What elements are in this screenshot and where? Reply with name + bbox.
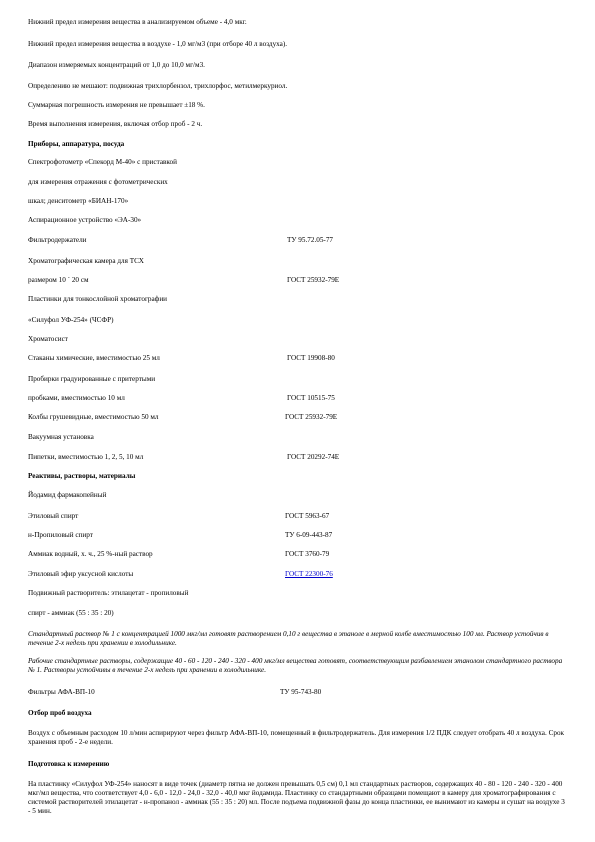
section-heading: Реактивы, растворы, материалы [28, 472, 136, 480]
air-sampling-paragraph: Воздух с объемным расходом 10 л/мин аспирируют через фильтр АФА-ВП-10, помещенный в фильтродержатель. Для измерения 1/2 ПДК следует отобрать 40 л воздуха. Срок хранения проб - 2-е недели. [28, 729, 565, 746]
text-line: пробками, вместимостью 10 мл [28, 394, 125, 402]
standard-reference: ТУ 95.72.05-77 [287, 236, 334, 244]
section-heading: Отбор проб воздуха [28, 709, 92, 717]
standard-reference: ГОСТ 5963-67 [285, 512, 330, 520]
text-line: Пробирки градуированные с притертыми [28, 375, 156, 383]
text-line: спирт - аммиак (55 : 35 : 20) [28, 609, 114, 617]
text-line: Хроматографическая камера для ТСХ [28, 257, 144, 265]
text-line: для измерения отражения с фотометрических [28, 178, 168, 186]
text-line: «Силуфол УФ-254» (ЧСФР) [28, 316, 114, 324]
standard-reference: ГОСТ 3760-79 [285, 550, 330, 558]
text-line: Аспирационное устройство «ЭА-30» [28, 216, 142, 224]
text-line: Пипетки, вместимостью 1, 2, 5, 10 мл [28, 453, 144, 461]
text-line: Вакуумная установка [28, 433, 94, 441]
standard-reference: ТУ 6-09-443-87 [285, 531, 333, 539]
text-line: Нижний предел измерения вещества в воздухе - 1,0 мг/м3 (при отборе 40 л воздуха). [28, 40, 288, 48]
standard-reference: ГОСТ 10515-75 [287, 394, 335, 402]
text-line: Суммарная погрешность измерения не превышает ±18 %. [28, 101, 205, 109]
text-line: Диапазон измеряемых концентраций от 1,0 до 10,0 мг/м3. [28, 61, 205, 69]
text-line: Йодамид фармакопейный [28, 491, 107, 499]
text-line: Колбы грушевидные, вместимостью 50 мл [28, 413, 159, 421]
text-line: Спектрофотометр «Спекорд М-40» с приставкой [28, 158, 177, 166]
text-line: Пластинки для тонкослойной хроматографии [28, 295, 168, 303]
standard-reference: ГОСТ 25932-79Е [287, 276, 340, 284]
text-line: н-Пропиловый спирт [28, 531, 93, 539]
text-line: Фильтродержатели [28, 236, 87, 244]
standard-reference: ТУ 95-743-80 [280, 688, 322, 696]
text-line: шкал; денситометр «БИАН-170» [28, 197, 129, 205]
text-line: Фильтры АФА-ВП-10 [28, 688, 95, 696]
text-line: Стаканы химические, вместимостью 25 мл [28, 354, 160, 362]
preparation-paragraph: На пластинку «Силуфол УФ-254» наносят в виде точек (диаметр пятна не должен превышать 0,5 см) 0,1 мл стандартных растворов, содержащих 40 - 80 - 120 - 240 - 320 - 400 мкг/мл вещества, что соответствует 4,0 - 6,0 - 12,0 - 24,0 - 32,0 - 40,0 мкг йодамида. Пластинку со стандартными образцами помещают в камеру для хроматографирования с системой растворителей этилацетат - н-пропанол - аммиак (55 : 35 : 20) мл. После подъема подвижной фазы до конца пластинки, ее вынимают из камеры и сушат на воздухе 3 - 5 мин. [28, 780, 565, 815]
text-line: Хроматосист [28, 335, 68, 343]
standard-reference: ГОСТ 19908-80 [287, 354, 335, 362]
text-line: Этиловый спирт [28, 512, 79, 520]
text-line: Подвижный растворитель: этилацетат - пропиловый [28, 589, 189, 597]
working-solutions-paragraph: Рабочие стандартные растворы, содержащие 40 - 60 - 120 - 240 - 320 - 400 мкг/мл вещества готовят, соответствующим разбавлением этанолом стандартного раствора № 1. Растворы устойчивы в течение 2-х недель при хранении в холодильнике. [28, 657, 563, 674]
standard-solution-paragraph: Стандартный раствор № 1 с концентрацией 1000 мкг/мл готовят растворением 0,10 г вещества в этаноле в мерной колбе вместимостью 100 мл. Раствор устойчив в течение 2-х недель при хранении в холодильнике. [28, 630, 549, 647]
text-line: Нижний предел измерения вещества в анализируемом объеме - 4,0 мкг. [28, 18, 247, 26]
text-line: Этиловый эфир уксусной кислоты [28, 570, 134, 578]
text-line: размером 10 ´ 20 см [28, 276, 89, 284]
standard-reference: ГОСТ 25932-79Е [285, 413, 338, 421]
text-line: Определению не мешают: подвижная трихлорбензол, трихлорфос, метилмеркуриол. [28, 82, 288, 90]
section-heading: Приборы, аппаратура, посуда [28, 140, 125, 148]
standard-reference: ГОСТ 20292-74Е [287, 453, 340, 461]
section-heading: Подготовка к измерению [28, 760, 110, 768]
standard-reference-link[interactable]: ГОСТ 22300-76 [285, 570, 333, 578]
text-line: Время выполнения измерения, включая отбор проб - 2 ч. [28, 120, 203, 128]
text-line: Аммиак водный, х. ч., 25 %-ный раствор [28, 550, 153, 558]
